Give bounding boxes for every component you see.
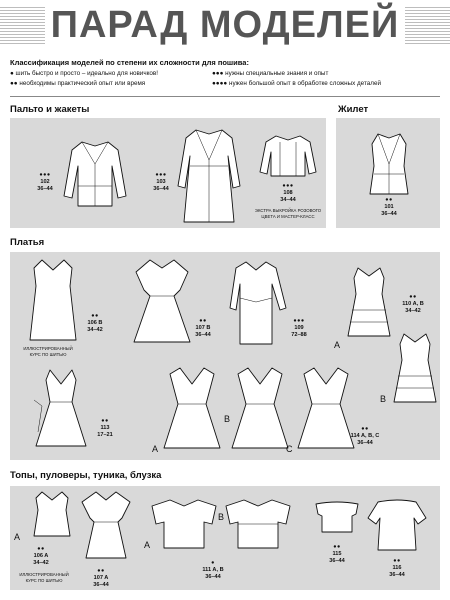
label-107a: ●● 107 A 36–44 bbox=[93, 568, 109, 588]
letter-114-b: B bbox=[224, 414, 231, 424]
figure-dress-114c bbox=[296, 364, 356, 454]
note-106b: ИЛЛЮСТРИРОВАННЫЙ КУРС ПО ШИТЬЮ bbox=[23, 346, 73, 357]
figure-dress-109 bbox=[228, 258, 288, 350]
figure-jacket-108 bbox=[258, 132, 318, 182]
label-110: ●● 110 A, B 34–42 bbox=[402, 294, 424, 314]
figure-dress-110a bbox=[344, 264, 394, 342]
letter-114-c: C bbox=[286, 444, 293, 454]
section-title-tops: Топы, пуловеры, туника, блузка bbox=[10, 470, 162, 481]
legend-item-3: ●●● нужны специальные знания и опыт bbox=[212, 70, 329, 77]
label-101: ●● 101 36–44 bbox=[381, 197, 397, 217]
label-114: ●● 114 A, B, C 36–44 bbox=[350, 426, 380, 446]
label-103: ●●● 103 36–44 bbox=[153, 172, 169, 192]
letter-111-b: B bbox=[218, 512, 225, 522]
figure-top-106a bbox=[30, 488, 74, 542]
label-102: ●●● 102 36–44 bbox=[37, 172, 53, 192]
section-title-coats: Пальто и жакеты bbox=[10, 104, 90, 115]
figure-pullover-111a bbox=[150, 496, 218, 552]
label-111: ● 111 A, B 36–44 bbox=[202, 560, 224, 580]
figure-dress-110b bbox=[390, 330, 440, 408]
label-113: ●● 113 17–21 bbox=[97, 418, 113, 438]
label-106a: ●● 106 A 34–42 bbox=[33, 546, 49, 566]
figure-dress-113 bbox=[30, 366, 92, 452]
letter-111-a: A bbox=[144, 540, 151, 550]
label-106b: ●● 106 B 34–42 bbox=[87, 313, 103, 333]
figure-tunic-107a bbox=[78, 488, 134, 562]
figure-jacket-102 bbox=[60, 136, 130, 216]
page-title: ПАРАД МОДЕЛЕЙ bbox=[0, 4, 450, 46]
figure-dress-106b bbox=[26, 256, 80, 346]
figure-dress-114a bbox=[162, 364, 222, 454]
letter-110-b: B bbox=[380, 394, 387, 404]
legend-item-1: ● шить быстро и просто – идеально для новичков! bbox=[10, 70, 159, 77]
figure-blouse-116 bbox=[364, 496, 430, 556]
legend-col-left bbox=[10, 69, 158, 89]
letter-106a: A bbox=[14, 532, 21, 542]
figure-vest-101 bbox=[364, 130, 414, 198]
figure-top-115 bbox=[312, 498, 362, 538]
legend-heading: Классификация моделей по степени их сложности для пошива: bbox=[10, 58, 249, 67]
letter-110-a: A bbox=[334, 340, 341, 350]
label-108: ●●● 108 34–44 bbox=[280, 183, 296, 203]
label-107b: ●● 107 B 36–44 bbox=[195, 318, 211, 338]
note-108: ЭКСТРА ВЫКРОЙКА РОЗОВОГО ЦВЕТА И МАСТЕР-КЛАСС bbox=[254, 208, 322, 219]
section-title-dresses: Платья bbox=[10, 237, 45, 248]
figure-dress-114b bbox=[230, 364, 290, 454]
label-116: ●● 116 36–44 bbox=[389, 558, 405, 578]
label-115: ●● 115 36–44 bbox=[329, 544, 345, 564]
figure-dress-107b bbox=[130, 256, 194, 348]
letter-114-a: A bbox=[152, 444, 159, 454]
legend-item-2: ●● необходимы практический опыт или время bbox=[10, 80, 146, 87]
legend-item-4: ●●●● нужен большой опыт в обработке сложных деталей bbox=[212, 80, 381, 87]
label-109: ●●● 109 72–88 bbox=[291, 318, 307, 338]
figure-coat-103 bbox=[176, 126, 242, 226]
divider bbox=[10, 96, 440, 97]
section-title-vest: Жилет bbox=[338, 104, 369, 115]
legend-col-right bbox=[212, 69, 381, 89]
figure-pullover-111b bbox=[224, 496, 292, 552]
note-106a: ИЛЛЮСТРИРОВАННЫЙ КУРС ПО ШИТЬЮ bbox=[19, 572, 69, 583]
